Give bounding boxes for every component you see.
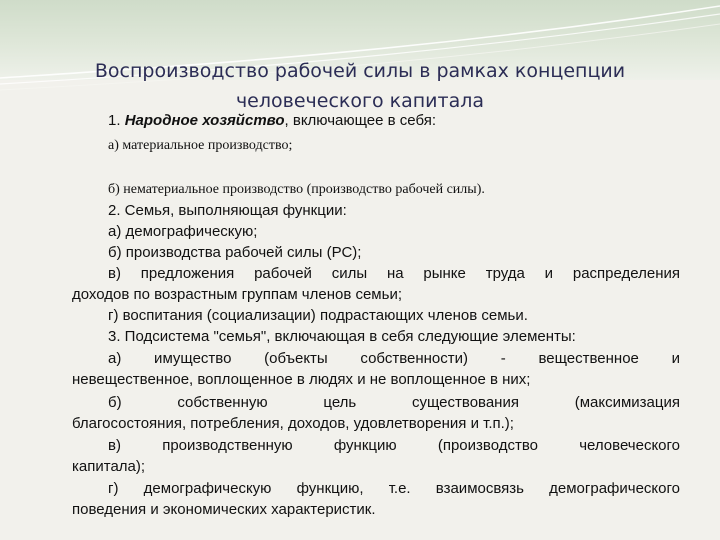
title-line-1: Воспроизводство рабочей силы в рамках концепции [94,60,626,82]
item-3-a-line-1: а) имущество (объекты собственности) - вещественное и [108,350,680,367]
item-2-a: а) демографическую; [108,223,258,240]
item-2-c-line-1: в) предложения рабочей силы на рынке труда и распределения [108,265,680,282]
item-2: 2. Семья, выполняющая функции: [108,202,347,219]
item-2-d: г) воспитания (социализации) подрастающих членов семьи. [108,307,528,324]
item-3-b-line-1: б) собственную цель существования (максимизация [108,394,680,411]
item-3: 3. Подсистема "семья", включающая в себя следующие элементы: [108,328,576,345]
title-line-2: человеческого капитала [235,90,485,112]
slide-title [60,56,660,116]
item-2-b: б) производства рабочей силы (РС); [108,244,362,261]
item-1-rest: , включающее в себя: [284,112,437,129]
item-3-c-line-1: в) производственную функцию (производство человеческого [108,437,680,454]
item-3-d-line-2: поведения и экономических характеристик. [72,501,376,518]
item-3-c-line-2: капитала); [72,458,146,475]
item-3-d-line-1: г) демографическую функцию, т.е. взаимосвязь демографического [108,480,680,497]
item-2-c-line-2: доходов по возрастным группам членов семьи; [72,286,402,303]
item-1-a: а) материальное производство; [108,138,293,153]
item-1-number: 1. [108,112,125,129]
item-1-b: б) нематериальное производство (производство рабочей силы). [108,182,485,197]
item-1-bold: Народное хозяйство [124,112,285,129]
item-3-a-line-2: невещественное, воплощенное в людях и не воплощенное в них; [72,371,531,388]
item-3-b-line-2: благосостояния, потребления, доходов, удовлетворения и т.п.); [72,415,514,432]
item-1 [108,112,436,129]
